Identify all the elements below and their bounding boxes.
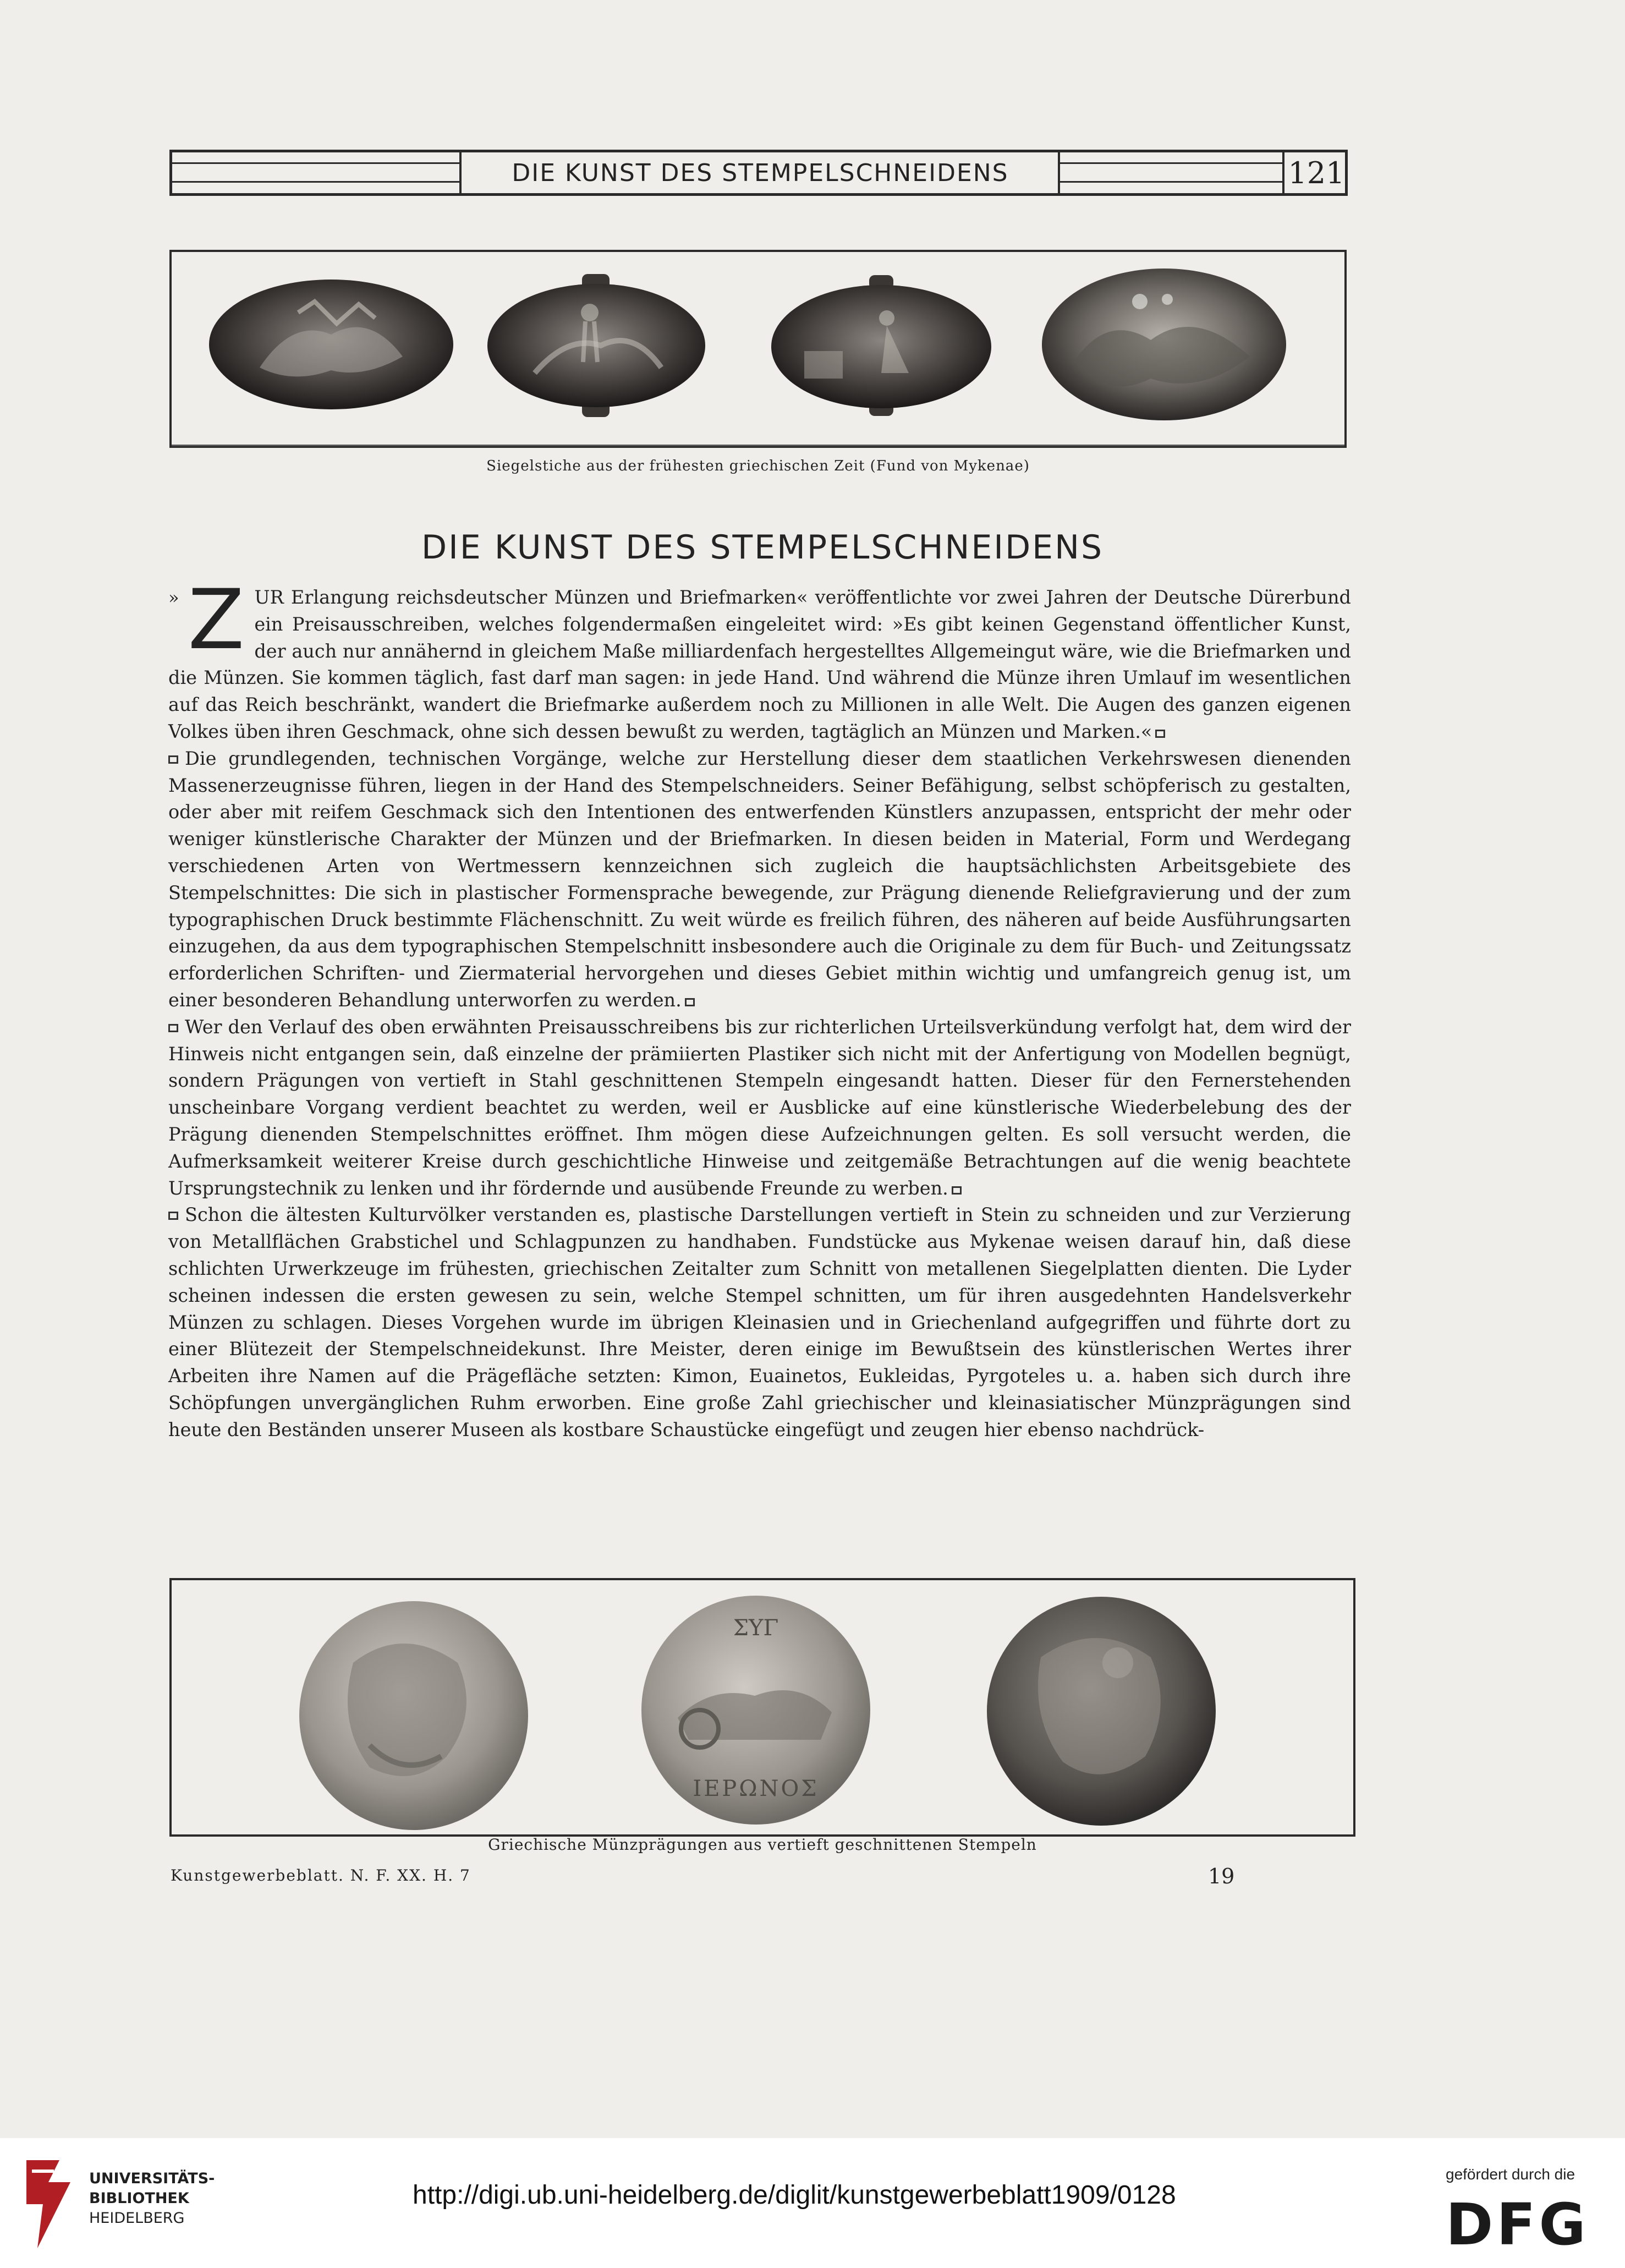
header-rule [172, 181, 459, 183]
paragraph-end-ornament-icon [952, 1186, 962, 1195]
coin-legend-bottom: ΙΕΡΩΝΟΣ [693, 1776, 819, 1801]
library-logo-icon [15, 2149, 80, 2259]
header-rule [1058, 181, 1282, 183]
drop-cap: Z [188, 572, 245, 668]
library-name-line3: HEIDELBERG [89, 2210, 185, 2227]
coin-youthful-head [987, 1597, 1216, 1826]
running-header [169, 150, 1348, 196]
header-divider [1282, 152, 1284, 193]
figure-rule [172, 445, 1344, 446]
paragraph-3-text: Wer den Verlauf des oben erwähnten Preisausschreibens bis zur richterlichen Urteilsverkündung verfolgt hat, dem wird der Hinweis nicht entgangen sein, daß einzelne der prämiierten Plastiker sich nicht mit der Anfertigung von Modellen begnügt, sondern Prägungen von vertieft in Stahl geschnittenen Stempeln eingesandt hatten. Dieser für den Fernerstehenden unscheinbare Vorgang verdient beachtet zu werden, weil er Ausblicke auf eine künstlerische Wiederbelebung des der Prägung dienenden Stempelschnittes eröffnet. Ihm mögen diese Aufzeichnungen gelten. Es soll versucht werden, die Aufmerksamkeit weiterer Kreise durch geschichtliche Hinweise und zeitgemäße Betrachtungen auf die wenig beachtete Ursprungstechnik zu lenken und ihr fördernde und ausübende Freunde zu werben. [168, 1016, 1351, 1199]
paragraph-2 [168, 746, 1351, 1014]
seal-ring-1 [209, 280, 453, 409]
opening-quote: » [168, 587, 179, 608]
article-title: DIE KUNST DES STEMPELSCHNEIDENS [421, 528, 1104, 567]
figure-greek-coins [169, 1578, 1355, 1837]
coin-zeus-head [299, 1601, 528, 1830]
seal-photos [172, 252, 1344, 446]
header-rule [172, 162, 459, 164]
figure-caption-top: Siegelstiche aus der frühesten griechischen Zeit (Fund von Mykenae) [486, 458, 1030, 474]
paragraph-ornament-icon [168, 1024, 178, 1032]
seal-ring-2 [487, 274, 705, 417]
journal-footer: Kunstgewerbeblatt. N. F. XX. H. 7 [171, 1866, 471, 1884]
seal-ring-3 [771, 275, 991, 416]
seal-ring-4 [1042, 269, 1286, 420]
source-url-link[interactable]: http://digi.ub.uni-heidelberg.de/diglit/kunstgewerbeblatt1909/0128 [413, 2181, 1176, 2210]
page-number: 121 [1288, 156, 1345, 190]
paragraph-4-text: Schon die ältesten Kulturvölker verstanden es, plastische Darstellungen vertieft in Stein zu schneiden und zur Verzierung von Metallflächen Grabstichel und Schlagpunzen zu handhaben. Fundstücke aus Mykenae weisen darauf hin, daß diese schlichten Urwerkzeuge im frühesten, griechischen Zeitalter zum Schnitt von metallenen Siegelplatten dienten. Die Lyder scheinen indessen die ersten gewesen zu sein, welche Stempel schnitten, um für ihren ausgedehnten Handelsverkehr Münzen zu schlagen. Dieses Vorgehen wurde im übrigen Kleinasien und in Griechenland aufgegriffen und führte dort zu einer Blütezeit der Stempelschneidekunst. Ihre Meister, deren einige im Bewußtsein des künstlerischen Wertes ihrer Arbeiten ihre Namen auf die Prägefläche setzten: Kimon, Euainetos, Eukleidas, Pyrgoteles u. a. haben sich durch ihre Schöpfungen unvergänglichen Ruhm erworben. Eine große Zahl griechischer und kleinasiatischer Münzprägungen sind heute den Beständen unserer Museen als kostbare Schaustücke eingefügt und zeugen hier ebenso nachdrück- [168, 1204, 1351, 1440]
dfg-logo: DFG [1446, 2191, 1589, 2258]
paragraph-end-ornament-icon [685, 998, 695, 1006]
header-divider [1058, 152, 1060, 193]
coin-photos [172, 1580, 1353, 1834]
header-divider [459, 152, 462, 193]
paragraph-end-ornament-icon [1155, 730, 1165, 738]
paragraph-1 [168, 572, 1351, 746]
library-name [89, 2169, 215, 2228]
coin-legend-top: ΣΥΓ [733, 1615, 779, 1641]
coin-quadriga [641, 1596, 870, 1825]
figure-caption-bottom: Griechische Münzprägungen aus vertieft geschnittenen Stempeln [488, 1836, 1037, 1854]
library-name-line1: UNIVERSITÄTS- [89, 2170, 215, 2187]
paragraph-ornament-icon [168, 1212, 178, 1220]
sheet-signature: 19 [1208, 1864, 1235, 1888]
paragraph-3 [168, 1014, 1351, 1202]
article-body [168, 572, 1351, 1444]
running-title: DIE KUNST DES STEMPELSCHNEIDENS [512, 159, 1009, 187]
header-rule [1058, 162, 1282, 164]
funding-label: gefördert durch die [1446, 2166, 1575, 2183]
paragraph-1-text: UR Erlangung reichsdeutscher Münzen und Briefmarken« veröffentlichte vor zwei Jahren der Deutsche Dürerbund ein Preisausschreiben, welches folgendermaßen eingeleitet wird: »Es gibt keinen Gegenstand öffentlicher Kunst, der auch nur annähernd in gleichem Maße milliardenfach hergestelltes Allgemeingut wäre, wie die Briefmarken und die Münzen. Sie kommen täglich, fast darf man sagen: in jede Hand. Und während die Münze ihren Umlauf im wesentlichen auf das Reich beschränkt, wandert die Briefmarke außerdem noch zu Millionen in alle Welt. Die Augen des ganzen eigenen Volkes üben ihren Geschmack, ohne sich dessen bewußt zu werden, tagtäglich an Münzen und Marken.« [168, 587, 1351, 742]
paragraph-ornament-icon [168, 755, 178, 764]
figure-mycenae-seals [169, 250, 1347, 448]
paragraph-4 [168, 1202, 1351, 1443]
library-name-line2: BIBLIOTHEK [89, 2190, 189, 2207]
paragraph-2-text: Die grundlegenden, technischen Vorgänge, welche zur Herstellung dieser dem staatlichen Verkehrswesen dienenden Massenerzeugnisse führen, liegen in der Hand des Stempelschneiders. Seiner Befähigung, selbst schöpferisch zu gestalten, oder aber mit reifem Geschmack sich den Intentionen des entwerfenden Künstlers anzupassen, entspricht der mehr oder weniger künstlerische Charakter der Münzen und der Briefmarken. In diesen beiden in Material, Form und Werdegang verschiedenen Arten von Wertmessern kennzeichnen sich zugleich die hauptsächlichsten Arbeitsgebiete des Stempelschnittes: Die sich in plastischer Formensprache bewegende, zur Prägung dienende Reliefgravierung und der zum typographischen Druck bestimmte Flächenschnitt. Zu weit würde es freilich führen, des näheren auf beide Ausführungsarten einzugehen, da aus dem typographischen Stempelschnitt insbesondere auch die Originale zu dem für Buch- und Zeitungssatz erforderlichen Schriften- und Ziermaterial hervorgehen und dieses Gebiet mithin wichtig und umfangreich genug ist, um einer besonderen Behandlung unterworfen zu werden. [168, 747, 1351, 1011]
